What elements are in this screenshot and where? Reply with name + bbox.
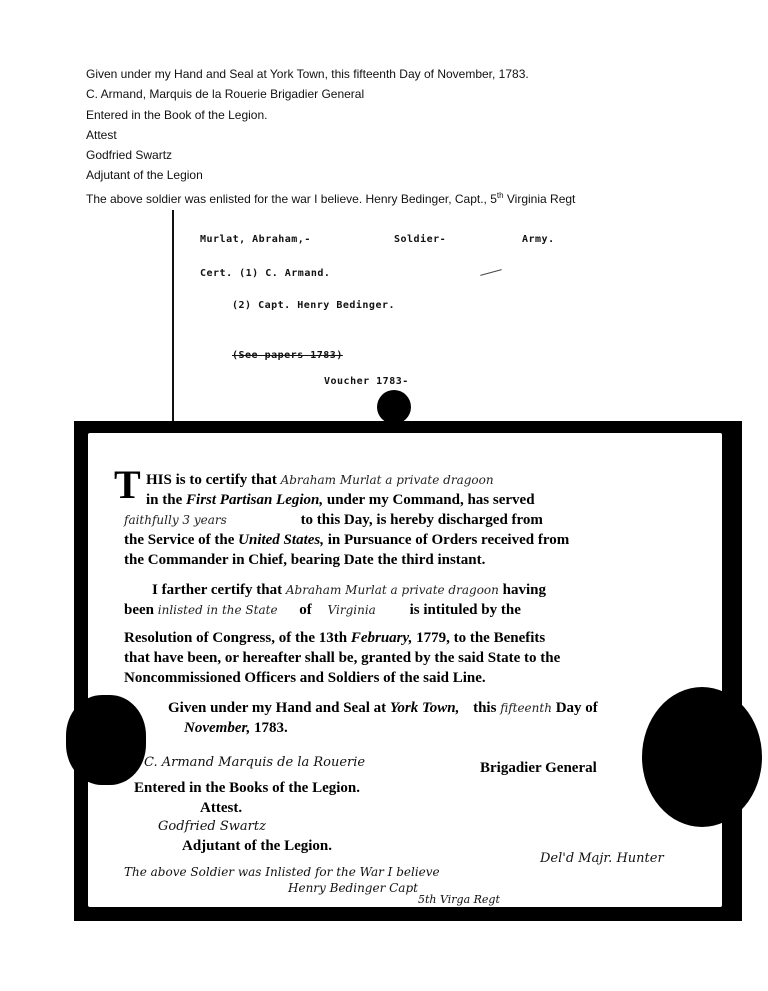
cert-line-7-a: been — [124, 602, 154, 618]
signature-armand: C. Armand Marquis de la Rouerie — [144, 755, 366, 770]
card-branch: Army. — [522, 234, 555, 245]
cert-line-9: that have been, or hereafter shall be, granted by the said State to the — [124, 650, 561, 666]
cert-line-6-b: having — [502, 582, 546, 598]
adjutant-label: Adjutant of the Legion. — [182, 838, 333, 854]
transcript-line-7-sup: th — [496, 190, 504, 200]
cert-line-11-c: Day of — [555, 700, 598, 716]
cert-line-12 — [184, 719, 288, 737]
handwriting-service: faithfully 3 years — [124, 513, 227, 527]
cert-line-1 — [146, 471, 494, 489]
card-cert-2: (2) Capt. Henry Bedinger. — [232, 300, 396, 311]
cert-line-7 — [124, 601, 521, 619]
certificate-paper — [88, 433, 722, 907]
brigadier-general-label: Brigadier General — [480, 760, 597, 776]
card-cert-1: Cert. (1) C. Armand. — [200, 268, 331, 279]
transcript-line-1: Given under my Hand and Seal at York Town, this fifteenth Day of November, 1783. — [86, 67, 529, 81]
transcript-line-7 — [86, 186, 575, 209]
cert-line-7-b: of — [299, 602, 312, 618]
handwriting-virginia: Virginia — [327, 603, 376, 617]
ink-blot — [377, 390, 411, 424]
transcript-line-7-b: Virginia Regt — [503, 191, 576, 206]
card-check-mark — [480, 269, 502, 276]
attest-label: Attest. — [200, 800, 243, 816]
note-regiment: 5th Virga Regt — [418, 893, 500, 906]
discharge-certificate — [74, 421, 742, 921]
handwriting-state: inlisted in the State — [157, 603, 278, 617]
cert-line-11-b: this — [473, 700, 497, 716]
cert-line-3-text: to this Day, is hereby discharged from — [300, 512, 543, 528]
transcript-line-4: Attest — [86, 127, 117, 142]
cert-line-8-a: Resolution of Congress, of the 13th — [124, 630, 348, 646]
cert-line-4-us: United States, — [238, 532, 324, 548]
cert-line-3 — [124, 511, 543, 529]
cert-line-8 — [124, 629, 545, 647]
cert-line-6 — [152, 581, 546, 599]
transcript-line-7-a: The above soldier was enlisted for the war I believe. Henry Bedinger, Capt., 5 — [86, 191, 497, 206]
cert-line-8-feb: February, — [350, 630, 413, 646]
note-hunter: Del'd Majr. Hunter — [540, 851, 664, 866]
card-voucher: Voucher 1783- — [324, 376, 409, 387]
cert-line-7-c: is intituled by the — [409, 602, 521, 618]
cert-line-4-b: in Pursuance of Orders received from — [327, 532, 570, 548]
transcript-line-5: Godfried Swartz — [86, 148, 173, 163]
cert-line-4 — [124, 531, 569, 549]
note-enlisted: The above Soldier was Inlisted for the War I believe — [124, 865, 440, 879]
cert-line-10: Noncommissioned Officers and Soldiers of the said Line. — [124, 670, 486, 686]
card-name: Murlat, Abraham,- — [200, 234, 311, 245]
cert-line-2 — [146, 491, 535, 509]
card-role: Soldier- — [394, 234, 447, 245]
dropcap: T — [114, 462, 141, 507]
cert-line-2-b: under my Command, has served — [326, 492, 535, 508]
cert-line-2-a: in the — [146, 492, 183, 508]
ink-smudge — [66, 695, 146, 785]
cert-line-11-yorktown: York Town, — [389, 700, 460, 716]
transcription-block — [86, 64, 575, 209]
card-see-papers: (See papers 1783) — [232, 350, 343, 361]
handwriting-name-1: Abraham Murlat a private dragoon — [280, 473, 494, 487]
cert-line-11 — [168, 699, 598, 717]
transcript-line-2: C. Armand, Marquis de la Rouerie Brigadier General — [86, 87, 365, 102]
card-left-rule — [172, 210, 174, 422]
cert-line-1-text: HIS is to certify that — [146, 472, 277, 488]
note-bedinger: Henry Bedinger Capt — [288, 881, 418, 895]
handwriting-fifteenth: fifteenth — [500, 701, 552, 715]
cert-line-5: the Commander in Chief, bearing Date the third instant. — [124, 552, 486, 568]
transcript-line-6: Adjutant of the Legion — [86, 168, 203, 183]
cert-line-2-legion: First Partisan Legion, — [186, 492, 324, 508]
entered-in-books: Entered in the Books of the Legion. — [134, 780, 360, 796]
signature-swartz: Godfried Swartz — [158, 819, 266, 834]
cert-line-6-a: I farther certify that — [152, 582, 283, 598]
cert-line-11-a: Given under my Hand and Seal at — [168, 700, 387, 716]
index-card — [172, 210, 592, 420]
handwriting-name-2: Abraham Murlat a private dragoon — [285, 583, 499, 597]
cert-line-4-a: the Service of the — [124, 532, 235, 548]
cert-line-12-november: November, — [184, 720, 251, 736]
cert-line-8-b: 1779, to the Benefits — [416, 630, 546, 646]
transcript-line-3: Entered in the Book of the Legion. — [86, 107, 268, 122]
wax-seal — [642, 687, 762, 827]
cert-line-12-year: 1783. — [253, 720, 288, 736]
